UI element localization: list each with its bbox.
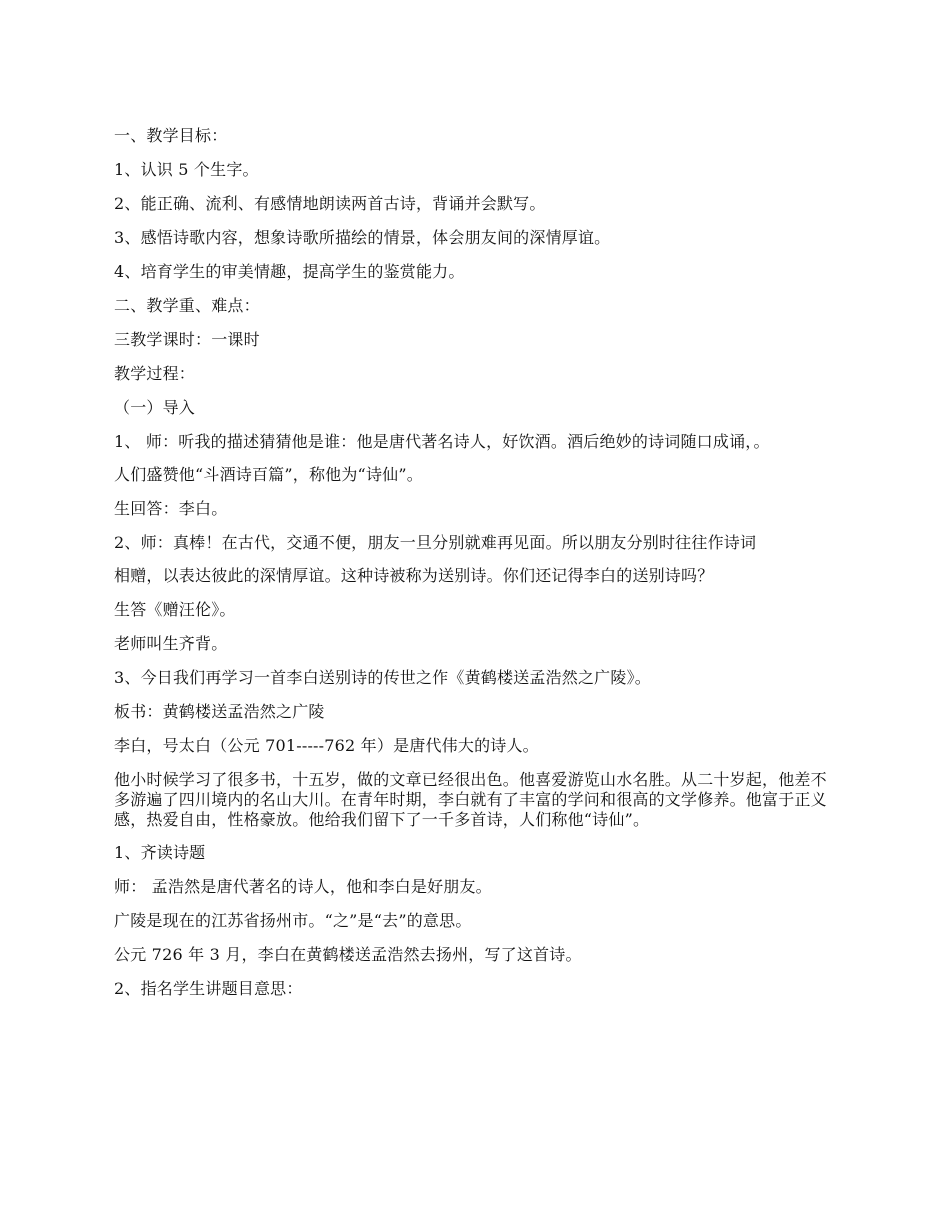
note-guangling: 广陵是现在的江苏省扬州市。“之”是“去”的意思。 xyxy=(114,911,472,930)
step-read-title: 1、齐读诗题 xyxy=(114,843,206,862)
step-explain-title: 2、指名学生讲题目意思： xyxy=(114,979,303,998)
heading-teaching-goals: 一、教学目标： xyxy=(114,126,228,145)
note-poem-background: 公元 726 年 3 月，李白在黄鹤楼送孟浩然去扬州，写了这首诗。 xyxy=(114,945,582,964)
teacher-instruction: 老师叫生齐背。 xyxy=(114,634,228,653)
section-introduction: （一）导入 xyxy=(114,398,196,417)
goal-item-4: 4、培育学生的审美情趣，提高学生的鉴赏能力。 xyxy=(114,262,465,281)
teacher-note-meng: 师： 孟浩然是唐代著名的诗人，他和李白是好朋友。 xyxy=(114,877,492,896)
intro-step-1-cont: 人们盛赞他“斗酒诗百篇”，称他为“诗仙”。 xyxy=(114,465,423,484)
blackboard-title: 板书：黄鹤楼送孟浩然之广陵 xyxy=(114,702,325,721)
document-body xyxy=(114,126,842,1013)
goal-item-2: 2、能正确、流利、有感情地朗读两首古诗，背诵并会默写。 xyxy=(114,194,546,213)
intro-step-3: 3、今日我们再学习一首李白送别诗的传世之作《黄鹤楼送孟浩然之广陵》。 xyxy=(114,668,651,687)
intro-step-1: 1、 师：听我的描述猜猜他是谁：他是唐代著名诗人，好饮酒。酒后绝妙的诗词随口成诵，。 xyxy=(114,432,770,451)
intro-step-2: 2、师：真棒！在古代，交通不便，朋友一旦分别就难再见面。所以朋友分别时往往作诗词 xyxy=(114,533,757,552)
heading-class-hours: 三教学课时：一课时 xyxy=(114,330,260,349)
student-answer-2: 生答《赠汪伦》。 xyxy=(114,600,236,619)
goal-item-3: 3、感悟诗歌内容，想象诗歌所描绘的情景，体会朋友间的深情厚谊。 xyxy=(114,228,611,247)
heading-teaching-process: 教学过程： xyxy=(114,364,196,383)
author-intro: 李白，号太白（公元 701-----762 年）是唐代伟大的诗人。 xyxy=(114,736,539,755)
heading-key-points: 二、教学重、难点： xyxy=(114,296,260,315)
author-biography: 他小时候学习了很多书，十五岁，做的文章已经很出色。他喜爱游览山水名胜。从二十岁起，他差不多游遍了四川境内的名山大川。在青年时期，李白就有了丰富的学问和很高的文学修养。他富于正义感，热爱自由，性格豪放。他给我们留下了一千多首诗，人们称他“诗仙”。 xyxy=(114,770,827,829)
student-answer-1: 生回答：李白。 xyxy=(114,499,228,518)
goal-item-1: 1、认识 5 个生字。 xyxy=(114,160,259,179)
intro-step-2-cont: 相赠，以表达彼此的深情厚谊。这种诗被称为送别诗。你们还记得李白的送别诗吗？ xyxy=(114,566,714,585)
